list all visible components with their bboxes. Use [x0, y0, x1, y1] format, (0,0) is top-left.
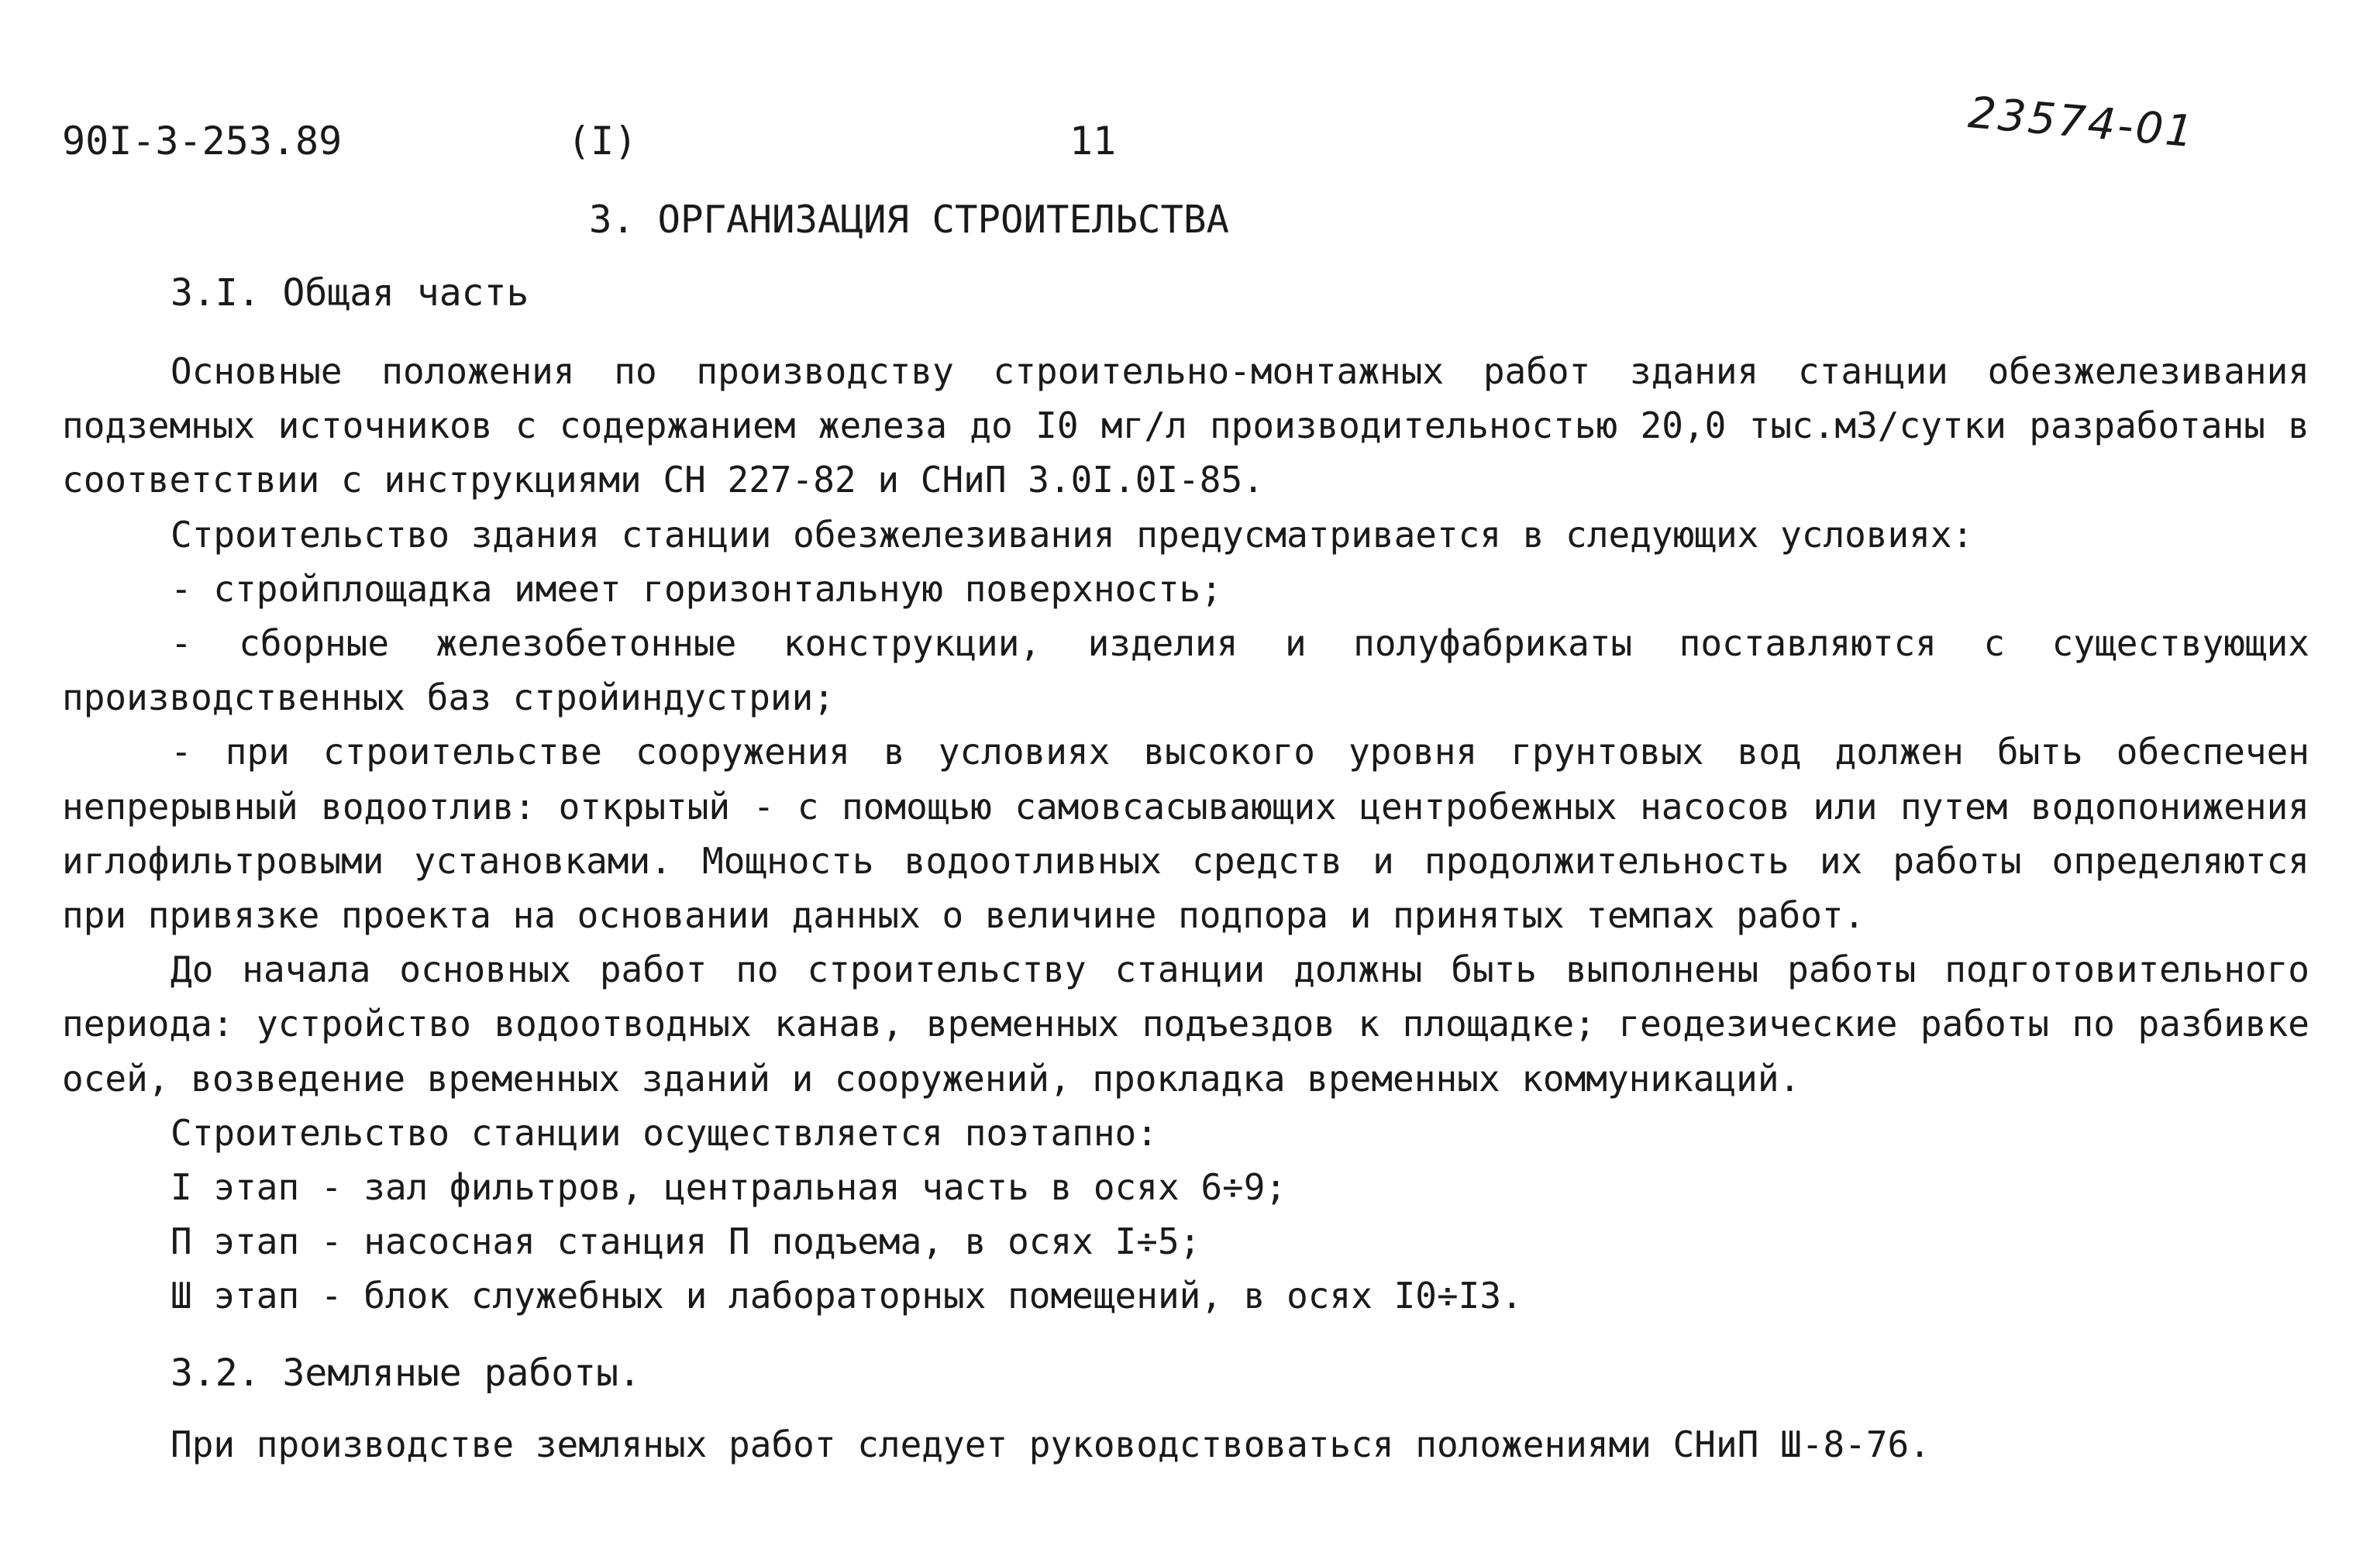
part-number: (I): [567, 119, 638, 164]
handwritten-inventory-number: 23574-01: [1966, 88, 2198, 158]
subsection-heading-general: 3.I. Общая часть: [170, 271, 529, 315]
stage-item: I этап - зал фильтров, центральная часть в осях 6÷9;: [170, 1166, 1287, 1209]
paragraph: Строительство здания станции обезжелезивания предусматривается в следующих условиях:: [170, 513, 1974, 556]
paragraph: Строительство станции осуществляется поэтапно:: [170, 1111, 1158, 1154]
section-title: 3. ОРГАНИЗАЦИЯ СТРОИТЕЛЬСТВА: [589, 198, 1230, 242]
paragraph: До начала основных работ по строительству станции должны быть выполнены работы подготовительного периода: устройство водоотводных канав, временных подъездов к площадке; геодезические работы по разбивке осей, возведение временных зданий и сооружений, прокладка временных коммуникаций.: [62, 948, 2309, 1100]
stage-item: П этап - насосная станция П подъема, в осях I÷5;: [170, 1220, 1201, 1263]
stage-item: Ш этап - блок служебных и лабораторных помещений, в осях I0÷I3.: [170, 1275, 1523, 1317]
section-body: [62, 344, 2309, 1324]
list-item: - сборные железобетонные конструкции, изделия и полуфабрикаты поставляются с существующих производственных баз стройиндустрии;: [62, 622, 2309, 719]
list-item: - стройплощадка имеет горизонтальную поверхность;: [170, 567, 1223, 610]
document-code: 90I-3-253.89: [62, 119, 343, 164]
final-paragraph: При производстве земляных работ следует руководствоваться положениями СНиП Ш-8-76.: [170, 1423, 1931, 1465]
paragraph: Основные положения по производству строительно-монтажных работ здания станции обезжелезивания подземных источников с содержанием железа до I0 мг/л производительностью 20,0 тыс.м3/сутки разработаны в соответствии с инструкциями СН 227-82 и СНиП 3.0I.0I-85.: [62, 350, 2309, 501]
list-item: - при строительстве сооружения в условиях высокого уровня грунтовых вод должен быть обеспечен непрерывный водоотлив: открытый - с помощью самовсасывающих центробежных насосов или путем водопонижения иглофильтровыми установками. Мощность водоотливных средств и продолжительность их работы определяются при привязке проекта на основании данных о величине подпора и принятых темпах работ.: [62, 731, 2309, 937]
page-number: 11: [1069, 119, 1117, 164]
subsection-heading-earthworks: 3.2. Земляные работы.: [170, 1351, 641, 1395]
